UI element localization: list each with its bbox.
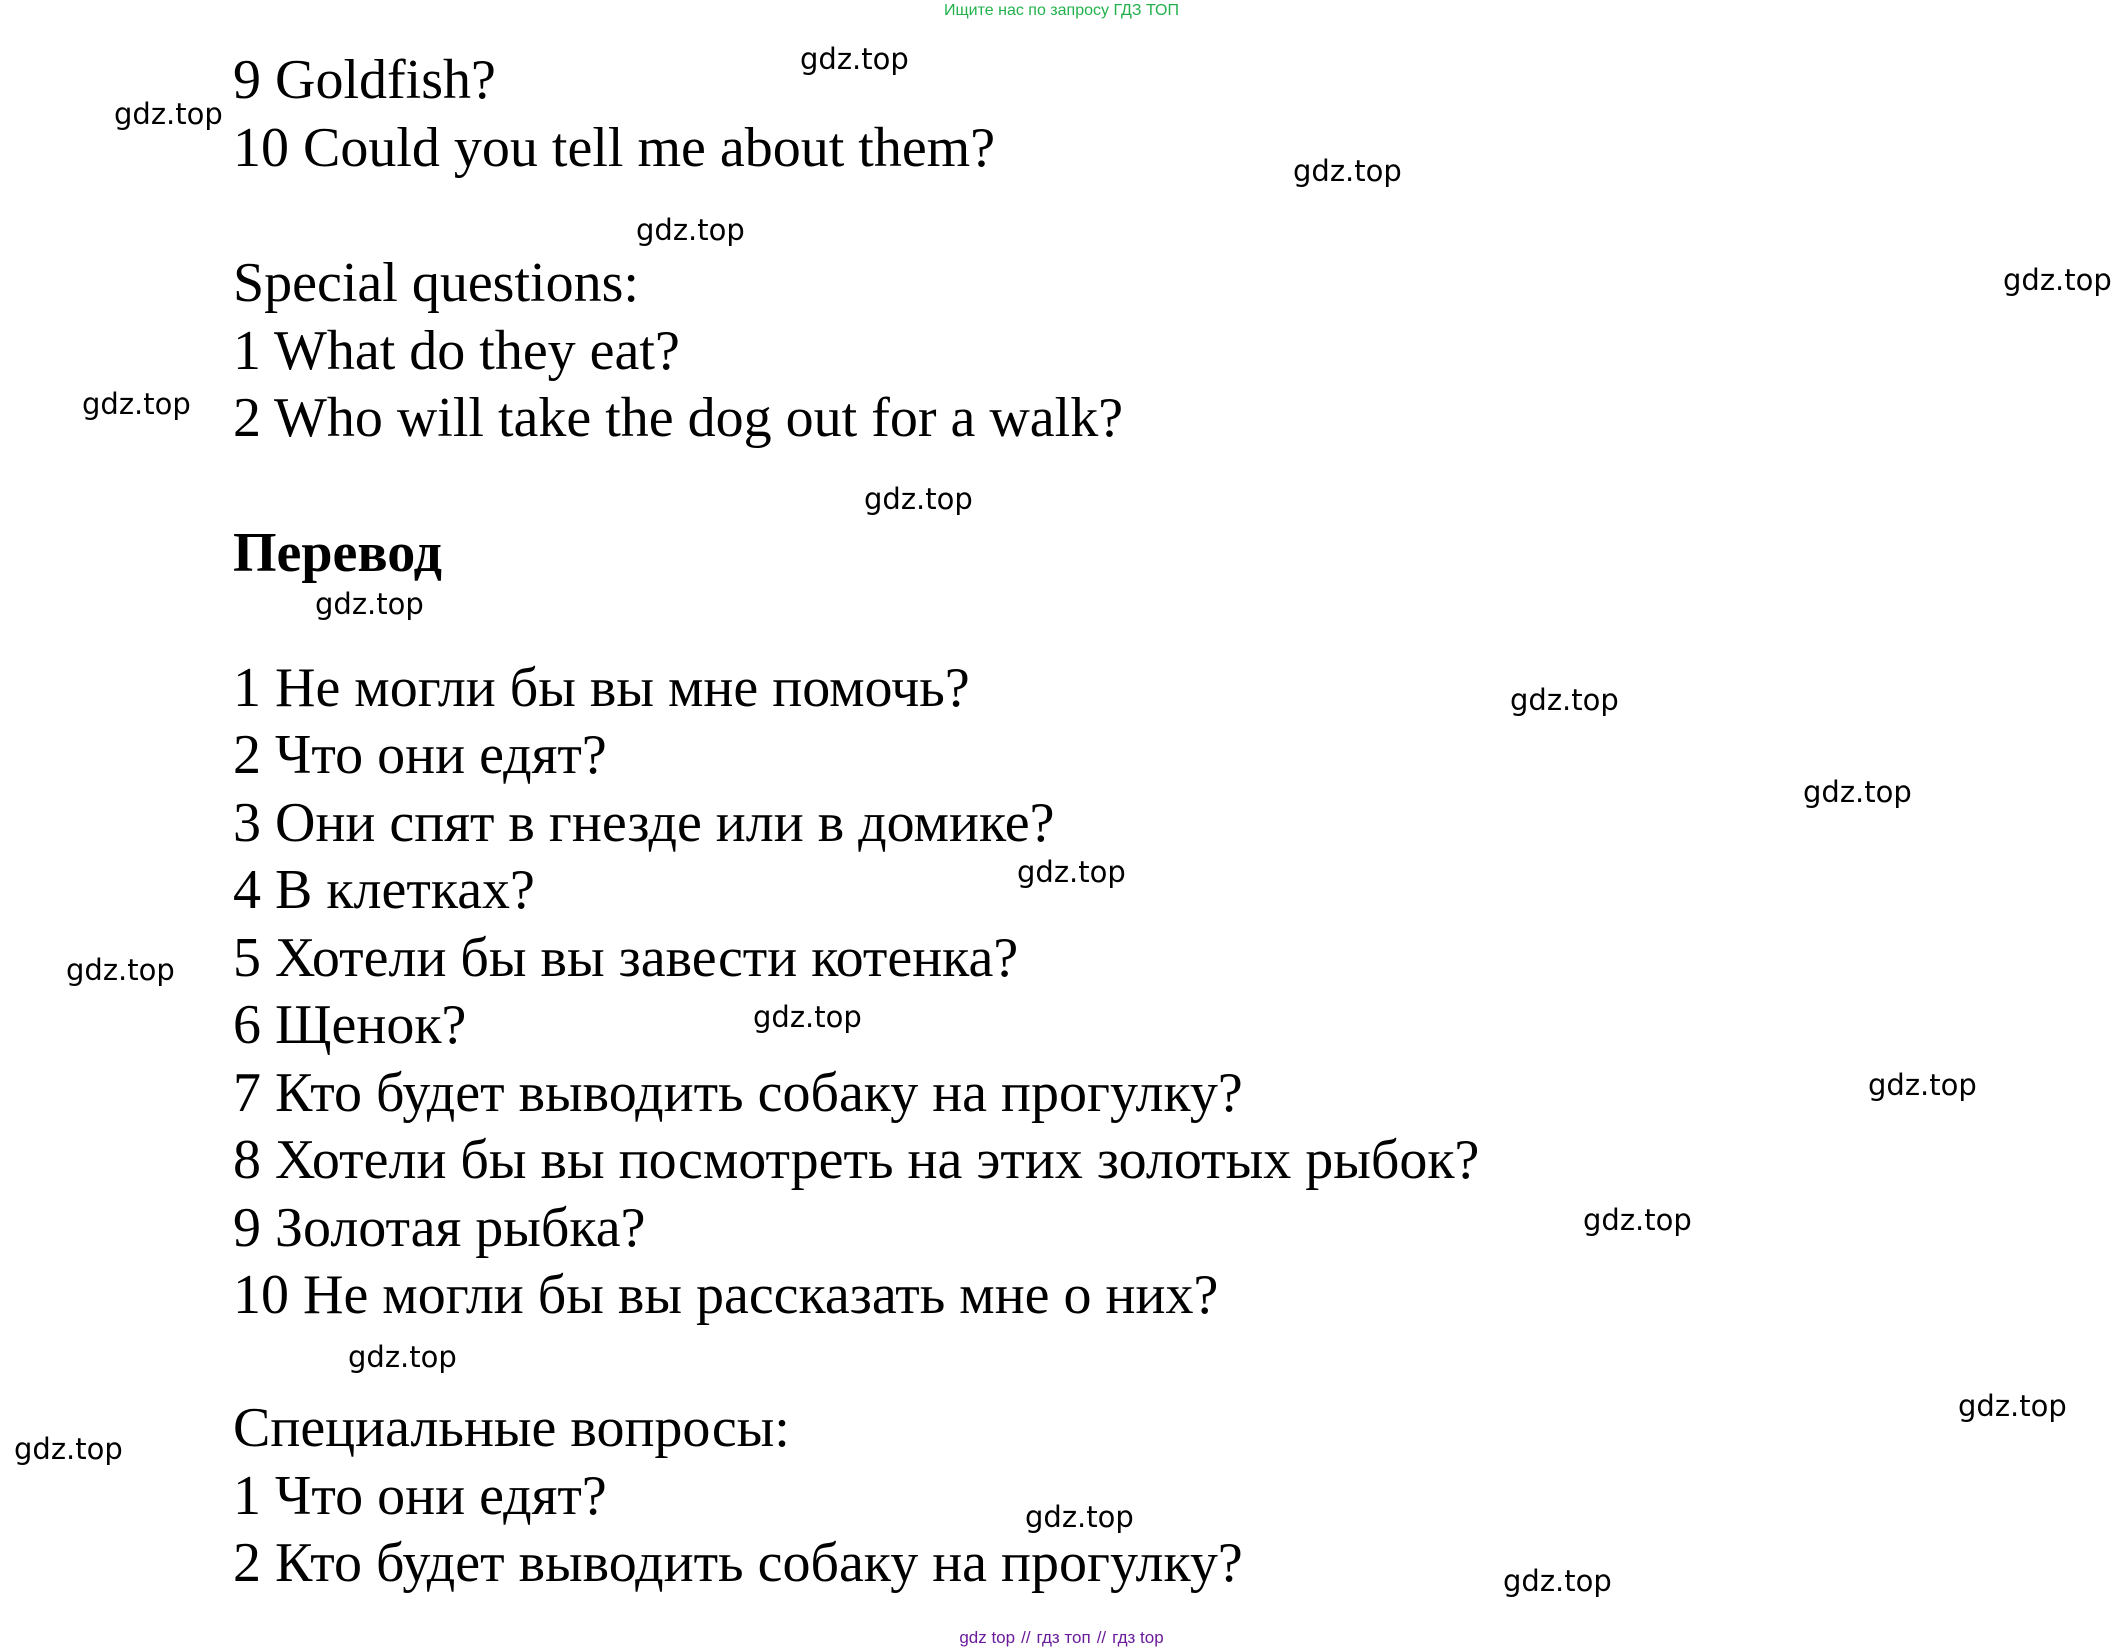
watermark: gdz.top bbox=[1017, 855, 1126, 889]
watermark: gdz.top bbox=[315, 587, 424, 621]
watermark: gdz.top bbox=[14, 1432, 123, 1466]
translation-line-4: 4 В клетках? bbox=[233, 859, 535, 921]
footer-link-gdz-top[interactable]: gdz top bbox=[959, 1628, 1016, 1647]
footer-separator: // bbox=[1096, 1628, 1107, 1647]
translation-line-10: 10 Не могли бы вы рассказать мне о них? bbox=[233, 1264, 1219, 1326]
translation-line-8: 8 Хотели бы вы посмотреть на этих золотых рыбок? bbox=[233, 1129, 1480, 1191]
watermark: gdz.top bbox=[1503, 1564, 1612, 1598]
translation-line-2: 2 Что они едят? bbox=[233, 724, 607, 786]
english-line-10: 10 Could you tell me about them? bbox=[233, 117, 996, 179]
watermark: gdz.top bbox=[82, 387, 191, 421]
watermark: gdz.top bbox=[66, 953, 175, 987]
watermark: gdz.top bbox=[1293, 154, 1402, 188]
watermark: gdz.top bbox=[864, 482, 973, 516]
translation-line-5: 5 Хотели бы вы завести котенка? bbox=[233, 927, 1019, 989]
search-banner: Ищите нас по запросу ГДЗ ТОП bbox=[944, 2, 1179, 19]
footer-links bbox=[0, 1628, 2123, 1648]
watermark: gdz.top bbox=[1803, 775, 1912, 809]
footer-separator: // bbox=[1021, 1628, 1031, 1647]
translation-special-2: 2 Кто будет выводить собаку на прогулку? bbox=[233, 1532, 1243, 1594]
footer-link-gdz-top-mixed[interactable]: гдз top bbox=[1112, 1628, 1164, 1647]
watermark: gdz.top bbox=[800, 42, 909, 76]
watermark: gdz.top bbox=[2003, 263, 2112, 297]
special-questions-heading: Special questions: bbox=[233, 252, 639, 314]
translation-line-6: 6 Щенок? bbox=[233, 994, 467, 1056]
watermark: gdz.top bbox=[348, 1340, 457, 1374]
watermark: gdz.top bbox=[1868, 1068, 1977, 1102]
english-special-1: 1 What do they eat? bbox=[233, 320, 680, 382]
english-line-9: 9 Goldfish? bbox=[233, 49, 496, 111]
watermark: gdz.top bbox=[114, 97, 223, 131]
watermark: gdz.top bbox=[1958, 1389, 2067, 1423]
watermark: gdz.top bbox=[1510, 683, 1619, 717]
watermark: gdz.top bbox=[1025, 1500, 1134, 1534]
translation-heading: Перевод bbox=[233, 522, 442, 584]
footer-link-gdz-top-ru[interactable]: гдз топ bbox=[1036, 1628, 1091, 1647]
translation-line-1: 1 Не могли бы вы мне помочь? bbox=[233, 657, 970, 719]
translation-line-9: 9 Золотая рыбка? bbox=[233, 1197, 646, 1259]
translation-line-7: 7 Кто будет выводить собаку на прогулку? bbox=[233, 1062, 1243, 1124]
translation-line-3: 3 Они спят в гнезде или в домике? bbox=[233, 792, 1055, 854]
english-special-2: 2 Who will take the dog out for a walk? bbox=[233, 387, 1124, 449]
watermark: gdz.top bbox=[1583, 1203, 1692, 1237]
translation-special-heading: Специальные вопросы: bbox=[233, 1397, 790, 1459]
watermark: gdz.top bbox=[636, 213, 745, 247]
watermark: gdz.top bbox=[753, 1000, 862, 1034]
translation-special-1: 1 Что они едят? bbox=[233, 1465, 607, 1527]
